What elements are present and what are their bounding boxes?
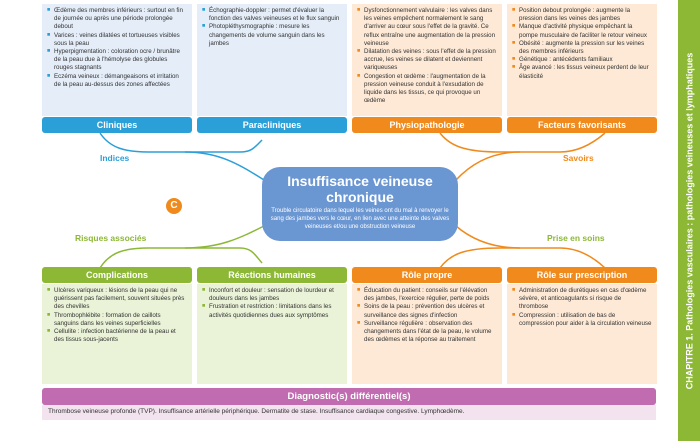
cliniques-content <box>42 4 192 116</box>
role-prescription-content <box>507 284 657 384</box>
list-item: ■ Cellulite : infection bactérienne de la peau et des tissus sous-jacents <box>47 328 187 344</box>
page-title: Insuffisance veineuse chronique <box>287 173 433 206</box>
list-item: ■ Frustration et restriction : limitations dans les activités quotidiennes dues aux symptômes <box>202 303 342 319</box>
list-item: ■ Manque d'activité physique empêchant la pompe musculaire de faciliter le retour veineux <box>512 23 652 39</box>
list-item: ■ Soins de la peau : prévention des ulcères et surveillance des signes d'infection <box>357 303 497 319</box>
list-item: ■ Âge avancé : les tissus veineux perdent de leur élasticité <box>512 64 652 80</box>
line-prise-center <box>456 226 520 248</box>
line-prise-left <box>440 248 500 268</box>
line-risques-center <box>185 226 264 248</box>
role-prescription-header: Rôle sur prescription <box>507 267 657 283</box>
list-item: ■ Éducation du patient : conseils sur l'élévation des jambes, l'exercice régulier, perte de poids <box>357 287 497 303</box>
list-item: ■ Obésité : augmente la pression sur les veines des membres inférieurs <box>512 40 652 56</box>
list-item: ■ Compression : utilisation de bas de compression pour aider à la circulation veineuse <box>512 312 652 328</box>
cliniques-header: Cliniques <box>42 117 192 133</box>
list-item: ■ Photopléthysmographie : mesure les changements de volume sanguin dans les jambes <box>202 23 342 48</box>
list-item: ■ Surveillance régulière : observation des changements dans l'état de la peau, le volume des œdèmes et la réponse au traitement <box>357 320 497 345</box>
list-item: ■ Œdème des membres inférieurs : surtout en fin de journée ou après une période prolongée debout <box>47 7 187 32</box>
line-risques-left <box>100 248 148 268</box>
list-item: ■ Inconfort et douleur : sensation de lourdeur et douleurs dans les jambes <box>202 287 342 303</box>
risques-label: Risques associés <box>75 233 147 243</box>
list-item: ■ Dysfonctionnement valvulaire : les valves dans les veines empêchent normalement le sang d'arriver au cœur sous l'effet de la gravité. Ce reflux entraîne une augmentation de la pression veineuse <box>357 7 497 48</box>
role-propre-content <box>352 284 502 384</box>
line-savoirs-center <box>456 152 520 180</box>
prise-label: Prise en soins <box>547 233 605 243</box>
list-item: ■ Hyperpigmentation : coloration ocre / brunâtre de la peau due à l'hémolyse des globules rouges stagnants <box>47 48 187 73</box>
list-item: ■ Administration de diurétiques en cas d'œdème sévère, et anticoagulants si risque de thrombose <box>512 287 652 312</box>
list-item: ■ Échographie-doppler : permet d'évaluer la fonction des valves veineuses et le flux sanguin <box>202 7 342 23</box>
line-savoirs-left <box>440 133 500 152</box>
reactions-content <box>197 284 347 384</box>
facteurs-header: Facteurs favorisants <box>507 117 657 133</box>
list-item: ■ Position debout prolongée : augmente la pression dans les veines des jambes <box>512 7 652 23</box>
physiopathologie-header: Physiopathologie <box>352 117 502 133</box>
role-propre-header: Rôle propre <box>352 267 502 283</box>
list-item: ■ Dilatation des veines : sous l'effet de la pression accrue, les veines se dilatent et deviennent variqueuses <box>357 48 497 73</box>
complications-content <box>42 284 192 384</box>
chapter-title: CHAPITRE 1. Pathologies vasculaires : pathologies veineuses et lymphatiques <box>684 52 695 389</box>
reactions-header: Réactions humaines <box>197 267 347 283</box>
list-item: ■ Eczéma veineux : démangeaisons et irritation de la peau au-dessus des zones affectées <box>47 73 187 89</box>
list-item: ■ Congestion et œdème : l'augmentation de la pression veineuse conduit à l'exsudation de liquide dans les tissus, ce qui provoque un œdème <box>357 73 497 106</box>
indices-label: Indices <box>100 153 130 163</box>
savoirs-label: Savoirs <box>563 153 594 163</box>
line-prise-right <box>500 248 605 268</box>
paracliniques-header: Paracliniques <box>197 117 347 133</box>
list-item: ■ Thrombophlébite : formation de caillots sanguins dans les veines superficielles <box>47 312 187 328</box>
list-item: ■ Varices : veines dilatées et tortueuses visibles sous la peau <box>47 32 187 48</box>
chapter-badge: C <box>166 198 182 214</box>
chapter-side-bar <box>678 0 700 441</box>
diagnostic-header: Diagnostic(s) différentiel(s) <box>42 388 656 405</box>
physiopathologie-content <box>352 4 502 116</box>
definition-text: Trouble circulatoire dans lequel les veines ont du mal à renvoyer le sang des jambes vers le cœur, en lien avec une atteinte des valves veineuses et/ou une obstruction veineuse <box>270 208 450 230</box>
complications-header: Complications <box>42 267 192 283</box>
line-savoirs-right <box>500 133 605 152</box>
paracliniques-content <box>197 4 347 116</box>
central-concept <box>262 167 458 241</box>
diagnostic-text: Thrombose veineuse profonde (TVP). Insuffisance artérielle périphérique. Dermatite de stase. Insuffisance cardiaque congestive. Lymphœdème. <box>42 405 656 420</box>
line-indices-left <box>100 133 148 152</box>
line-risques-right <box>148 248 262 263</box>
list-item: ■ Génétique : antécédents familiaux <box>512 56 652 64</box>
line-indices-right <box>148 140 262 152</box>
facteurs-content <box>507 4 657 116</box>
line-indices-center <box>185 152 264 180</box>
list-item: ■ Ulcères variqueux : lésions de la peau qui ne guérissent pas facilement, souvent situées près des chevilles <box>47 287 187 312</box>
